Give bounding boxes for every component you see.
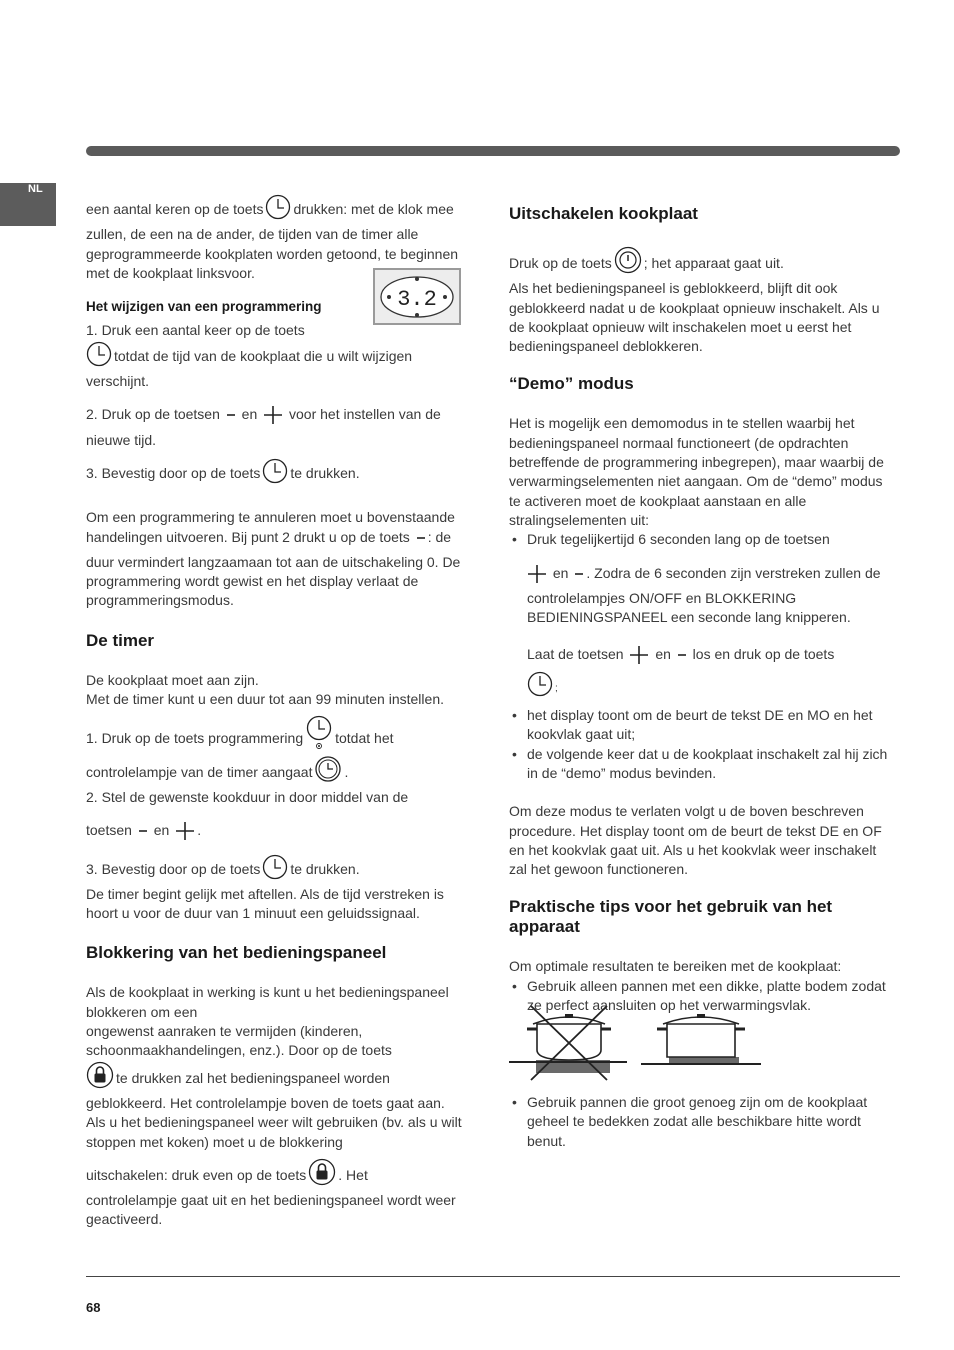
- clock-icon: [262, 854, 288, 885]
- timer-icon: [314, 755, 342, 788]
- step-3: 3. Bevestig door op de toets te drukken.: [86, 458, 464, 489]
- lock-heading: Blokkering van het bedieningspaneel: [86, 943, 387, 963]
- timer-step-2: toetsen en .: [86, 821, 464, 846]
- right-column: [509, 204, 889, 1015]
- demo-list-2: [509, 706, 889, 783]
- pans-illustration: [509, 1002, 769, 1084]
- lock-p6: controlelampje gaat uit en het bedieningspaneel wordt weer geactiveerd.: [86, 1192, 456, 1228]
- lock-icon: [308, 1158, 336, 1191]
- plus-icon: [527, 564, 547, 589]
- plus-icon: [629, 645, 649, 670]
- minus-icon: [574, 570, 584, 589]
- timer-step-1: 1. Druk op de toets programmering totdat het controlelampje van de timer aangaat . 2. Stel de gewenste kookduur in door middel van de: [86, 715, 464, 807]
- step-1: 1. Druk een aantal keer op de toets totdat de tijd van de kookplaat die u wilt wijzigen verschijnt.: [86, 322, 413, 390]
- intro-paragraph: een aantal keren op de toets drukken: met de klok mee zullen, de een na de ander, de tijden van de timer alle geprogrammeerde kookplaten worden getoond, te beginnen met de kookplaat linksvoor.: [86, 194, 464, 283]
- lock-p1: Als de kookplaat in werking is kunt u het bedieningspaneel blokkeren om een: [86, 984, 449, 1020]
- minus-icon: [416, 534, 426, 553]
- step-2: 2. Druk op de toetsen en voor het instellen van de nieuwe tijd.: [86, 406, 441, 448]
- lock-p4: Als u het bedieningspaneel weer wilt gebruiken (bv. als u wilt stoppen met koken) moet u de blokkering: [86, 1114, 462, 1150]
- off-p2: Als het bedieningspaneel is geblokkeerd, blijft dit ook geblokkeerd nadat u de kookplaat opnieuw inschakelt. Als u de kookplaat opnieuw wilt inschakelen moet u eerst het bedieningspaneel deblokkeren.: [509, 280, 880, 355]
- timer-p1: De kookplaat moet aan zijn.: [86, 671, 259, 688]
- demo-p1: Het is mogelijk een demomodus in te stellen waarbij het bedieningspaneel normaal functioneert (de opdrachten betreffende de programmering inbegrepen), maar waarbij de verwarmingselementen niet aangaan. Om de “demo” modus te activeren moet de kookplaat aanstaan en alle stralingselementen uit:: [509, 415, 884, 528]
- demo-b1-continued: en . Zodra de 6 seconden zijn verstreken zullen de controlelampjes ON/OFF en BLOKKERING BEDIENINGSPANEEL een seconde lang knipperen.: [527, 564, 881, 626]
- page-number: 68: [86, 1300, 101, 1315]
- tips-continued: [509, 1093, 889, 1151]
- clock-icon: [262, 458, 288, 489]
- timer-heading: De timer: [86, 630, 155, 650]
- power-icon: [614, 246, 642, 279]
- tips-list-2: [509, 1093, 889, 1151]
- lock-icon: [86, 1061, 114, 1094]
- bottom-rule: [86, 1276, 900, 1277]
- minus-icon: [226, 411, 236, 430]
- tips-p1: Om optimale resultaten te bereiken met de kookplaat:: [509, 958, 842, 975]
- list-item: • het display toont om de beurt de tekst DE en MO en het kookvlak gaat uit;: [509, 706, 889, 745]
- demo-heading: “Demo” modus: [509, 374, 634, 394]
- clock-icon: [86, 341, 112, 372]
- lock-p2: ongewenst aanraken te vermijden (kinderen, schoonmaakhandelingen, enz.). Door op de toets te drukken zal het bedieningspaneel worden geblokkeerd. Het controlelampje boven de toets gaat aan.: [86, 1023, 445, 1111]
- demo-exit: Om deze modus te verlaten volgt u de boven beschreven procedure. Het display toont om de beurt de tekst DE en OF en het kookvlak gaat uit. Als u het kookvlak weer inschakelt zal het gewoon functioneren.: [509, 803, 882, 878]
- list-item: • Gebruik pannen die groot genoeg zijn om de kookplaat geheel te bedekken zodat alle beschikbare hitte wordt benut.: [509, 1093, 889, 1151]
- language-tab: [0, 183, 56, 226]
- off-p1: Druk op de toets ; het apparaat gaat uit.: [509, 246, 889, 279]
- sub-heading: Het wijzigen van een programmering: [86, 299, 322, 315]
- display-digits: 3.2: [397, 287, 437, 312]
- timer-p2: Met de timer kunt u een duur tot aan 99 minuten instellen.: [86, 691, 444, 708]
- language-label: NL: [28, 183, 43, 195]
- timer-step-3: 3. Bevestig door op de toets te drukken. De timer begint gelijk met aftellen. Als de tijd verstreken is hoort u voor de duur van 1 minuut een geluidssignaal.: [86, 854, 464, 924]
- top-rule: [86, 146, 900, 156]
- plus-icon: [263, 405, 283, 430]
- list-item: • de volgende keer dat u de kookplaat inschakelt zal hij zich in de “demo” modus bevinden.: [509, 745, 889, 784]
- correct-pan-icon: [641, 1014, 761, 1064]
- left-column: [86, 194, 464, 1230]
- wrong-pan-icon: [509, 1006, 627, 1080]
- list-item: • Gebruik alleen pannen met een dikke, platte bodem zodat ze perfect aansluiten op het verwarmingsvlak.: [509, 977, 889, 1016]
- demo-list: [509, 530, 889, 549]
- list-item: • Druk tegelijkertijd 6 seconden lang op de toetsen: [509, 530, 889, 549]
- off-heading: Uitschakelen kookplaat: [509, 204, 698, 223]
- lock-p5: uitschakelen: druk even op de toets . Het: [86, 1158, 464, 1191]
- minus-icon: [677, 651, 687, 670]
- demo-b1-release: Laat de toetsen en los en druk op de toets ;: [509, 645, 889, 702]
- clock-icon: [265, 194, 291, 225]
- clock-icon: [527, 671, 553, 702]
- cancel-paragraph: Om een programmering te annuleren moet u bovenstaande handelingen uitvoeren. Bij punt 2 drukt u op de toets : de duur vermindert langzaamaan tot aan de uitschakeling 0. De programmering wordt gewist en het display verlaat de programmeringsmodus.: [86, 509, 461, 609]
- clock-icon: [305, 715, 333, 754]
- minus-icon: [138, 827, 148, 846]
- plus-icon: [175, 821, 195, 846]
- tips-heading: Praktische tips voor het gebruik van het apparaat: [509, 897, 833, 937]
